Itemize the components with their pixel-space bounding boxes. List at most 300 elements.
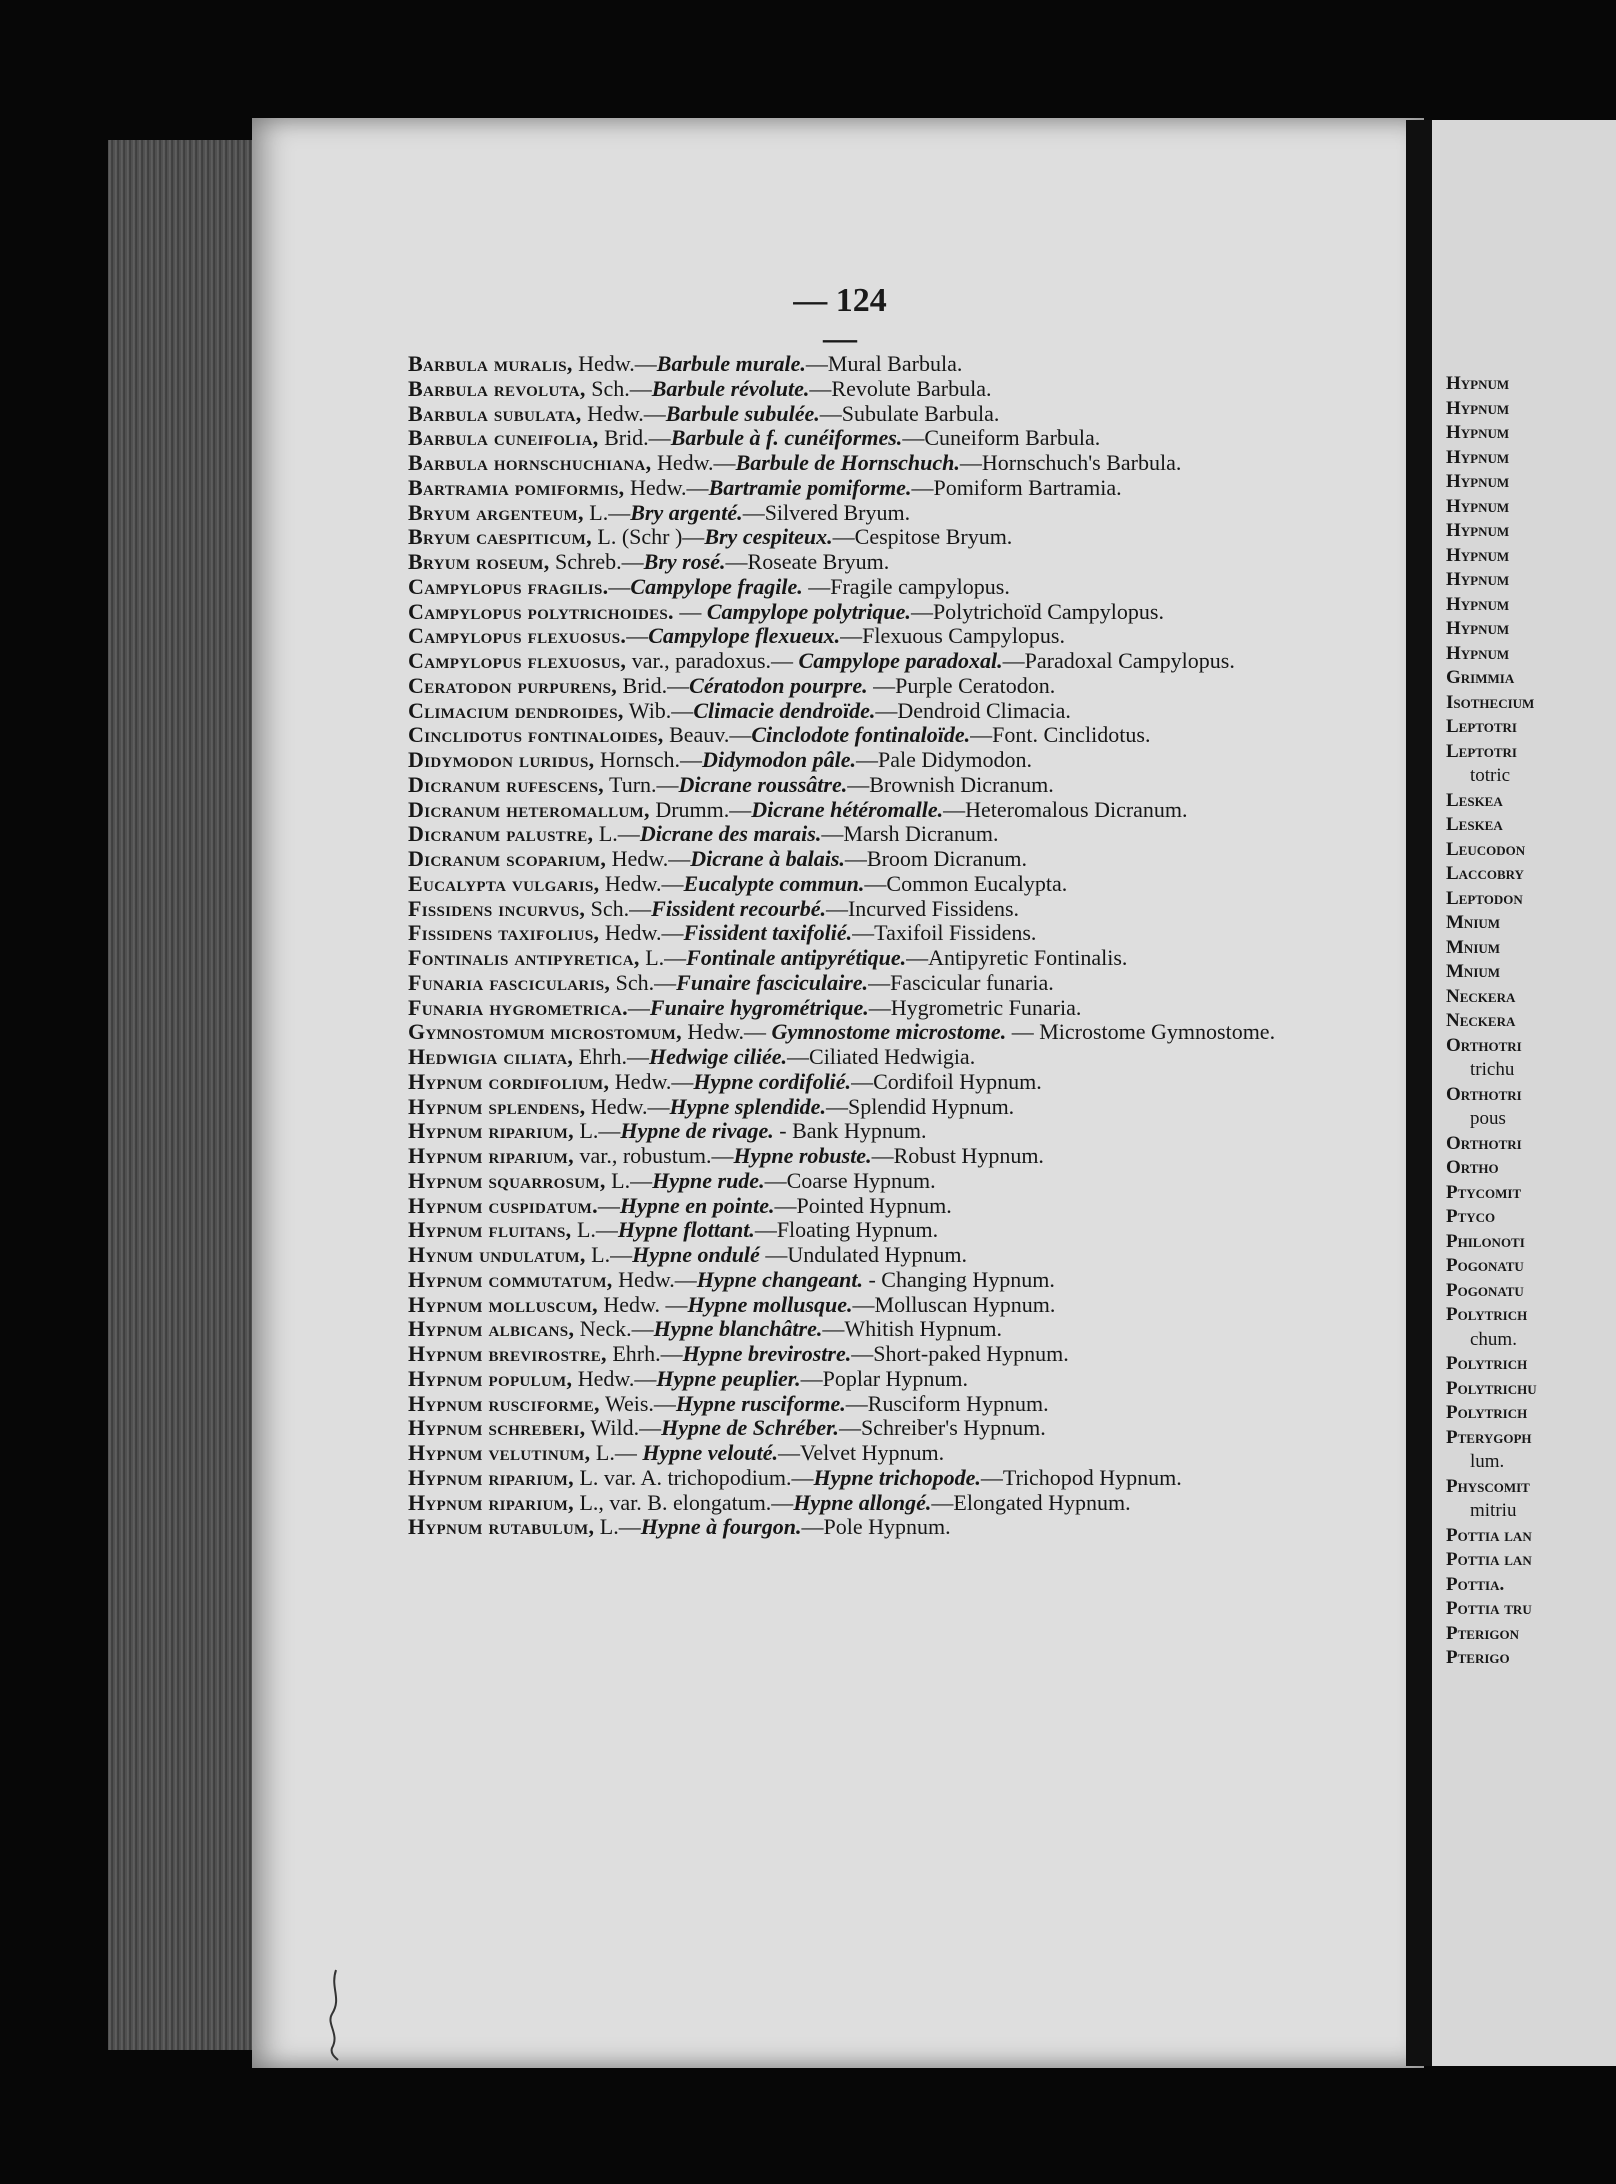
scientific-name: Barbula hornschuchiana, bbox=[408, 450, 652, 475]
scientific-name: Fissidens incurvus, bbox=[408, 895, 586, 921]
scientific-name: Hypnum velutinum, bbox=[408, 1440, 591, 1465]
facing-page-line: Leskea bbox=[1446, 814, 1503, 835]
authority: — bbox=[608, 573, 631, 599]
entry-row bbox=[408, 1119, 1348, 1144]
authority: Hedw.— bbox=[612, 1266, 697, 1292]
entry-row bbox=[408, 1268, 1348, 1293]
english-name: —Whitish Hypnum. bbox=[822, 1316, 1003, 1342]
facing-page-line: Pottia lan bbox=[1446, 1549, 1532, 1570]
french-name: Gymnostome microstome. bbox=[771, 1019, 1007, 1045]
english-name: - Bank Hypnum. bbox=[773, 1118, 927, 1144]
french-name: Cératodon pourpre. bbox=[689, 672, 868, 698]
scientific-name: Campylopus fragilis. bbox=[408, 573, 609, 599]
scientific-name: Hypnum rusciforme, bbox=[408, 1390, 600, 1416]
authority: — bbox=[627, 994, 650, 1020]
facing-page-line: chum. bbox=[1470, 1328, 1517, 1350]
entry-row bbox=[408, 798, 1348, 823]
authority: Hedw.— bbox=[609, 1068, 694, 1094]
entry-row bbox=[408, 476, 1348, 501]
facing-page bbox=[1432, 120, 1616, 2066]
entry-row bbox=[408, 1243, 1348, 1268]
scientific-name: Dicranum palustre, bbox=[408, 821, 594, 847]
facing-page-line: Mnium bbox=[1446, 936, 1501, 958]
entry-row bbox=[408, 921, 1348, 946]
entry-row bbox=[408, 1169, 1348, 1194]
facing-page-line: Hypnum bbox=[1446, 569, 1510, 590]
scientific-name: Barbula muralis, bbox=[408, 351, 573, 376]
authority: Brid.— bbox=[617, 672, 690, 698]
entry-row bbox=[408, 1293, 1348, 1318]
entry-row bbox=[408, 1020, 1348, 1045]
french-name: Barbule de Hornschuch. bbox=[735, 450, 960, 475]
english-name: —Paradoxal Campylopus. bbox=[1002, 648, 1235, 673]
scientific-name: Hypnum riparium, bbox=[408, 1464, 574, 1490]
entry-row bbox=[408, 773, 1348, 798]
scientific-name: Hynum undulatum, bbox=[408, 1242, 586, 1267]
entry-row bbox=[408, 748, 1348, 773]
scientific-name: Bryum caespiticum, bbox=[408, 524, 592, 550]
scientific-name: Dicranum scoparium, bbox=[408, 846, 607, 871]
french-name: Hypne blanchâtre. bbox=[653, 1316, 823, 1342]
authority: Sch.— bbox=[585, 375, 652, 401]
scientific-name: Climacium dendroides, bbox=[408, 697, 624, 723]
french-name: Hypne changeant. bbox=[696, 1266, 863, 1292]
entry-row bbox=[408, 847, 1348, 872]
authority: L. (Schr )— bbox=[591, 524, 705, 550]
entry-row bbox=[408, 1491, 1348, 1516]
english-name: —Schreiber's Hypnum. bbox=[838, 1415, 1046, 1441]
facing-page-line: pous bbox=[1470, 1108, 1506, 1129]
english-name: —Trichopod Hypnum. bbox=[980, 1464, 1182, 1490]
facing-page-line: Hypnum bbox=[1446, 544, 1510, 566]
scientific-name: Cinclidotus fontinaloides, bbox=[408, 722, 664, 748]
facing-page-line: Philonoti bbox=[1446, 1230, 1525, 1252]
english-name: —Velvet Hypnum. bbox=[777, 1440, 945, 1465]
facing-page-line: Pogonatu bbox=[1446, 1255, 1524, 1276]
french-name: Hypne mollusque. bbox=[687, 1291, 853, 1317]
scientific-name: Hypnum commutatum, bbox=[408, 1266, 613, 1292]
entry-row bbox=[408, 1342, 1348, 1367]
french-name: Hypne allongé. bbox=[793, 1489, 932, 1515]
authority: Weis.— bbox=[599, 1390, 676, 1416]
scientific-name: Fontinalis antipyretica, bbox=[408, 945, 640, 970]
entry-row bbox=[408, 1317, 1348, 1342]
facing-page-line: Orthotri bbox=[1446, 1132, 1522, 1154]
authority: Hedw.— bbox=[599, 870, 684, 896]
facing-page-line: Mnium bbox=[1446, 961, 1501, 982]
english-name: —Cordifoil Hypnum. bbox=[851, 1068, 1042, 1094]
entry-row bbox=[408, 1392, 1348, 1417]
english-name: —Molluscan Hypnum. bbox=[852, 1291, 1056, 1317]
authority: L.— bbox=[585, 1242, 633, 1267]
authority: L.— bbox=[583, 499, 631, 525]
facing-page-line: Leptotri bbox=[1446, 716, 1517, 737]
authority: L.— bbox=[594, 1514, 641, 1540]
english-name: —Hornschuch's Barbula. bbox=[959, 450, 1182, 475]
scientific-name: Eucalypta vulgaris, bbox=[408, 870, 600, 896]
scientific-name: Barbula subulata, bbox=[408, 400, 582, 426]
scientific-name: Didymodon luridus, bbox=[408, 747, 595, 772]
entry-row bbox=[408, 1194, 1348, 1219]
entry-row bbox=[408, 352, 1348, 377]
facing-page-line: Ortho bbox=[1446, 1157, 1499, 1178]
authority: Ehrh.— bbox=[573, 1044, 649, 1069]
english-name: —Purple Ceratodon. bbox=[867, 672, 1056, 698]
facing-page-lines bbox=[1446, 372, 1616, 1671]
facing-page-line: Polytrichu bbox=[1446, 1377, 1537, 1399]
page-number: — 124 — bbox=[793, 282, 887, 357]
facing-page-line: Neckera bbox=[1446, 985, 1516, 1007]
french-name: Didymodon pâle. bbox=[702, 747, 857, 772]
french-name: Hypne velouté. bbox=[642, 1440, 778, 1465]
scientific-name: Funaria fascicularis, bbox=[408, 969, 611, 995]
french-name: Dicrane roussâtre. bbox=[678, 771, 848, 797]
scientific-name: Hypnum fluitans, bbox=[408, 1217, 572, 1243]
french-name: Funaire hygrométrique. bbox=[649, 994, 869, 1020]
facing-page-line: Isothecium bbox=[1446, 691, 1535, 713]
authority: L.— bbox=[593, 821, 640, 847]
authority: L., var. B. elongatum.— bbox=[573, 1489, 794, 1515]
french-name: Bry cespiteux. bbox=[704, 524, 833, 550]
authority: Hedw.— bbox=[585, 1093, 670, 1119]
scientific-name: Gymnostomum microstomum, bbox=[408, 1019, 682, 1045]
facing-page-line: Pottia lan bbox=[1446, 1524, 1532, 1546]
authority: var., robustum.— bbox=[573, 1143, 734, 1168]
entry-row bbox=[408, 1144, 1348, 1169]
english-name: —Floating Hypnum. bbox=[754, 1217, 939, 1243]
english-name: —Pale Didymodon. bbox=[856, 747, 1033, 772]
french-name: Campylope polytrique. bbox=[706, 598, 911, 624]
french-name: Hypne brevirostre. bbox=[682, 1341, 852, 1366]
facing-page-line: Grimmia bbox=[1446, 667, 1515, 688]
french-name: Funaire fasciculaire. bbox=[676, 969, 869, 995]
english-name: —Elongated Hypnum. bbox=[931, 1489, 1131, 1515]
scientific-name: Barbula revoluta, bbox=[408, 375, 586, 401]
english-name: —Silvered Bryum. bbox=[742, 499, 911, 525]
english-name: —Poplar Hypnum. bbox=[800, 1365, 969, 1391]
facing-page-line: Polytrich bbox=[1446, 1304, 1528, 1325]
authority: Hedw.— bbox=[651, 450, 736, 475]
english-name: —Revolute Barbula. bbox=[809, 375, 992, 401]
english-name: —Undulated Hypnum. bbox=[759, 1242, 967, 1267]
english-name: —Taxifoil Fissidens. bbox=[852, 920, 1037, 946]
scientific-name: Hypnum rutabulum, bbox=[408, 1514, 595, 1540]
authority: Drumm.— bbox=[649, 796, 752, 822]
authority: Neck.— bbox=[574, 1316, 654, 1342]
book-gutter bbox=[1406, 120, 1432, 2066]
facing-page-line: Hypnum bbox=[1446, 520, 1510, 541]
scientific-name: Hypnum splendens, bbox=[408, 1093, 586, 1119]
entry-row bbox=[408, 501, 1348, 526]
french-name: Dicrane hétéromalle. bbox=[751, 796, 944, 822]
facing-page-line: Leucodon bbox=[1446, 838, 1526, 860]
authority: L.— bbox=[639, 945, 687, 970]
authority: Hedw.— bbox=[624, 474, 709, 500]
french-name: Dicrane à balais. bbox=[690, 846, 845, 871]
english-name: —Common Eucalypta. bbox=[864, 870, 1068, 896]
facing-page-line: Hypnum bbox=[1446, 618, 1510, 639]
authority: Wib.— bbox=[623, 697, 694, 723]
entry-row bbox=[408, 723, 1348, 748]
entry-row bbox=[408, 377, 1348, 402]
english-name: —Pole Hypnum. bbox=[801, 1514, 951, 1540]
authority: Hedw.— bbox=[599, 920, 684, 946]
facing-page-line: Pogonatu bbox=[1446, 1279, 1524, 1301]
english-name: —Coarse Hypnum. bbox=[764, 1167, 936, 1193]
french-name: Hypne en pointe. bbox=[619, 1192, 775, 1218]
french-name: Hypne rude. bbox=[652, 1167, 765, 1193]
scientific-name: Hypnum albicans, bbox=[408, 1316, 575, 1342]
english-name: —Font. Cinclidotus. bbox=[970, 722, 1151, 748]
scientific-name: Barbula cuneifolia, bbox=[408, 425, 599, 451]
english-name: —Mural Barbula. bbox=[805, 351, 963, 376]
english-name: —Marsh Dicranum. bbox=[821, 821, 999, 847]
facing-page-line: Leptotri bbox=[1446, 740, 1517, 762]
facing-page-line: Leptodon bbox=[1446, 887, 1523, 909]
entry-row bbox=[408, 600, 1348, 625]
authority: Schreb.— bbox=[549, 549, 644, 574]
authority: Turn.— bbox=[603, 771, 679, 797]
authority: L.— bbox=[571, 1217, 618, 1243]
facing-page-line: Neckera bbox=[1446, 1010, 1516, 1031]
pencil-mark-icon bbox=[322, 1968, 348, 2062]
facing-page-line: Hypnum bbox=[1446, 471, 1510, 492]
authority: Sch.— bbox=[610, 969, 677, 995]
facing-page-line: trichu bbox=[1470, 1059, 1515, 1080]
authority: — bbox=[597, 1192, 620, 1218]
entry-row bbox=[408, 426, 1348, 451]
french-name: Fontinale antipyrétique. bbox=[686, 945, 907, 970]
english-name: - Changing Hypnum. bbox=[862, 1266, 1055, 1292]
facing-page-line: Hypnum bbox=[1446, 495, 1510, 517]
scientific-name: Bartramia pomiformis, bbox=[408, 474, 625, 500]
entry-row bbox=[408, 575, 1348, 600]
facing-page-line: Ptyco bbox=[1446, 1206, 1496, 1227]
authority: Hedw.— bbox=[581, 400, 666, 426]
authority: L. var. A. trichopodium.— bbox=[573, 1464, 814, 1490]
entry-row bbox=[408, 872, 1348, 897]
french-name: Bry argenté. bbox=[630, 499, 743, 525]
facing-page-line: Hypnum bbox=[1446, 397, 1510, 419]
authority: — bbox=[626, 623, 649, 649]
scientific-name: Hypnum riparium, bbox=[408, 1489, 574, 1515]
facing-page-line: Pterigo bbox=[1446, 1647, 1510, 1668]
english-name: —Roseate Bryum. bbox=[725, 549, 890, 574]
facing-page-line: Hypnum bbox=[1446, 373, 1510, 394]
english-name: —Hygrometric Funaria. bbox=[868, 994, 1082, 1020]
english-name: —Pointed Hypnum. bbox=[774, 1192, 952, 1218]
facing-page-line: Pottia tru bbox=[1446, 1598, 1532, 1619]
english-name: —Brownish Dicranum. bbox=[847, 771, 1054, 797]
french-name: Barbule révolute. bbox=[651, 375, 810, 401]
scientific-name: Hypnum brevirostre, bbox=[408, 1341, 607, 1366]
english-name: —Polytrichoïd Campylopus. bbox=[910, 598, 1164, 624]
english-name: —Ciliated Hedwigia. bbox=[787, 1044, 976, 1069]
authority: Hedw. — bbox=[597, 1291, 688, 1317]
french-name: Hypne à fourgon. bbox=[640, 1514, 802, 1540]
scientific-name: Hypnum riparium, bbox=[408, 1118, 574, 1144]
facing-page-line: Leskea bbox=[1446, 789, 1503, 811]
entry-row bbox=[408, 451, 1348, 476]
french-name: Hypne splendide. bbox=[669, 1093, 826, 1119]
facing-page-line: Mnium bbox=[1446, 912, 1501, 933]
french-name: Barbule subulée. bbox=[665, 400, 820, 426]
entry-row bbox=[408, 1095, 1348, 1120]
scientific-name: Dicranum heteromallum, bbox=[408, 796, 650, 822]
scientific-name: Hypnum schreberi, bbox=[408, 1415, 586, 1441]
facing-page-line: totric bbox=[1470, 765, 1511, 786]
facing-page-line: Hypnum bbox=[1446, 593, 1510, 615]
french-name: Barbule murale. bbox=[656, 351, 806, 376]
entry-row bbox=[408, 971, 1348, 996]
english-name: —Splendid Hypnum. bbox=[825, 1093, 1015, 1119]
authority: Beauv.— bbox=[663, 722, 752, 748]
authority: Brid.— bbox=[598, 425, 671, 451]
french-name: Hypne peuplier. bbox=[656, 1365, 801, 1391]
authority: Hedw.— bbox=[572, 1365, 657, 1391]
authority: Ehrh.— bbox=[606, 1341, 683, 1366]
facing-page-line: Physcomit bbox=[1446, 1475, 1530, 1497]
entry-row bbox=[408, 1070, 1348, 1095]
entry-row bbox=[408, 1367, 1348, 1392]
scientific-name: Ceratodon purpurens, bbox=[408, 672, 618, 698]
authority: L.— bbox=[590, 1440, 643, 1465]
french-name: Campylope paradoxal. bbox=[798, 648, 1003, 673]
scientific-name: Hedwigia ciliata, bbox=[408, 1044, 574, 1069]
entry-row bbox=[408, 649, 1348, 674]
french-name: Fissident taxifolié. bbox=[683, 920, 853, 946]
entry-row bbox=[408, 946, 1348, 971]
english-name: —Dendroid Climacia. bbox=[875, 697, 1071, 723]
english-name: —Pomiform Bartramia. bbox=[911, 474, 1122, 500]
french-name: Campylope fragile. bbox=[630, 573, 803, 599]
french-name: Hedwige ciliée. bbox=[648, 1044, 788, 1069]
scientific-name: Hypnum squarrosum, bbox=[408, 1167, 606, 1193]
scientific-name: Hypnum cuspidatum. bbox=[408, 1192, 598, 1218]
french-name: Dicrane des marais. bbox=[639, 821, 822, 847]
facing-page-line: Pottia. bbox=[1446, 1573, 1505, 1595]
french-name: Hypne robuste. bbox=[733, 1143, 872, 1168]
authority: Hedw.— bbox=[681, 1019, 772, 1045]
entry-row bbox=[408, 525, 1348, 550]
entry-row bbox=[408, 550, 1348, 575]
scientific-name: Campylopus polytrichoides. bbox=[408, 598, 674, 624]
french-name: Fissident recourbé. bbox=[651, 895, 826, 921]
facing-page-line: Orthotri bbox=[1446, 1083, 1522, 1105]
scientific-name: Hypnum riparium, bbox=[408, 1143, 574, 1168]
authority: Wild.— bbox=[585, 1415, 662, 1441]
facing-page-line: Ptycomit bbox=[1446, 1181, 1522, 1203]
scientific-name: Bryum argenteum, bbox=[408, 499, 584, 525]
scientific-name: Hypnum cordifolium, bbox=[408, 1068, 610, 1094]
entry-row bbox=[408, 1416, 1348, 1441]
french-name: Cinclodote fontinaloïde. bbox=[751, 722, 971, 748]
english-name: —Incurved Fissidens. bbox=[825, 895, 1020, 921]
authority: Hornsch.— bbox=[594, 747, 703, 772]
entry-row bbox=[408, 1045, 1348, 1070]
entry-row bbox=[408, 624, 1348, 649]
english-name: —Short-paked Hypnum. bbox=[851, 1341, 1069, 1366]
english-name: —Antipyretic Fontinalis. bbox=[906, 945, 1128, 970]
english-name: —Fascicular funaria. bbox=[868, 969, 1054, 995]
entry-row bbox=[408, 1218, 1348, 1243]
scientific-name: Campylopus flexuosus, bbox=[408, 648, 627, 673]
facing-page-line: Pterygoph bbox=[1446, 1426, 1532, 1448]
facing-page-line: Orthotri bbox=[1446, 1034, 1522, 1056]
moss-name-list bbox=[408, 352, 1348, 1540]
scientific-name: Dicranum rufescens, bbox=[408, 771, 604, 797]
entry-row bbox=[408, 1466, 1348, 1491]
facing-page-line: Hypnum bbox=[1446, 642, 1510, 664]
french-name: Eucalypte commun. bbox=[683, 870, 865, 896]
authority: L.— bbox=[573, 1118, 621, 1144]
entry-row bbox=[408, 996, 1348, 1021]
scientific-name: Funaria hygrometrica. bbox=[408, 994, 628, 1020]
french-name: Hypne cordifolié. bbox=[693, 1068, 852, 1094]
authority: Hedw.— bbox=[606, 846, 691, 871]
french-name: Hypne trichopode. bbox=[813, 1464, 981, 1490]
english-name: —Broom Dicranum. bbox=[844, 846, 1027, 871]
english-name: —Flexuous Campylopus. bbox=[840, 623, 1065, 649]
english-name: —Robust Hypnum. bbox=[871, 1143, 1044, 1168]
authority: L.— bbox=[605, 1167, 653, 1193]
english-name: — Microstome Gymnostome. bbox=[1006, 1019, 1276, 1045]
facing-page-line: Laccobry bbox=[1446, 863, 1524, 884]
page-stack-edge bbox=[108, 140, 256, 2050]
authority: Hedw.— bbox=[572, 351, 657, 376]
scientific-name: Campylopus flexuosus. bbox=[408, 623, 627, 649]
authority: var., paradoxus.— bbox=[626, 648, 799, 673]
facing-page-line: lum. bbox=[1470, 1451, 1505, 1472]
french-name: Hypne de rivage. bbox=[620, 1118, 774, 1144]
facing-page-line: Polytrich bbox=[1446, 1353, 1528, 1374]
french-name: Hypne de Schréber. bbox=[661, 1415, 839, 1441]
scientific-name: Bryum roseum, bbox=[408, 549, 550, 574]
facing-page-line: Hypnum bbox=[1446, 446, 1510, 468]
facing-page-line: mitriu bbox=[1470, 1500, 1517, 1521]
scientific-name: Hypnum populum, bbox=[408, 1365, 573, 1391]
entry-row bbox=[408, 674, 1348, 699]
entry-row bbox=[408, 699, 1348, 724]
french-name: Campylope flexueux. bbox=[648, 623, 841, 649]
french-name: Hypne rusciforme. bbox=[675, 1390, 846, 1416]
facing-page-line: Hypnum bbox=[1446, 422, 1510, 443]
english-name: —Rusciform Hypnum. bbox=[845, 1390, 1049, 1416]
french-name: Barbule à f. cunéiformes. bbox=[670, 425, 903, 451]
english-name: —Subulate Barbula. bbox=[819, 400, 1000, 426]
english-name: —Fragile campylopus. bbox=[802, 573, 1010, 599]
english-name: —Cuneiform Barbula. bbox=[902, 425, 1101, 451]
french-name: Climacie dendroïde. bbox=[693, 697, 876, 723]
french-name: Hypne ondulé bbox=[632, 1242, 760, 1267]
french-name: Bartramie pomiforme. bbox=[708, 474, 912, 500]
entry-row bbox=[408, 1441, 1348, 1466]
entry-row bbox=[408, 1515, 1348, 1540]
scientific-name: Hypnum molluscum, bbox=[408, 1291, 598, 1317]
scientific-name: Fissidens taxifolius, bbox=[408, 920, 600, 946]
entry-row bbox=[408, 402, 1348, 427]
authority: Sch.— bbox=[585, 895, 652, 921]
entry-row bbox=[408, 822, 1348, 847]
entry-row bbox=[408, 897, 1348, 922]
english-name: —Cespitose Bryum. bbox=[832, 524, 1013, 550]
authority: — bbox=[673, 598, 707, 624]
french-name: Hypne flottant. bbox=[617, 1217, 755, 1243]
facing-page-line: Pterigon bbox=[1446, 1622, 1520, 1644]
english-name: —Heteromalous Dicranum. bbox=[943, 796, 1188, 822]
facing-page-line: Polytrich bbox=[1446, 1402, 1528, 1423]
french-name: Bry rosé. bbox=[643, 549, 726, 574]
